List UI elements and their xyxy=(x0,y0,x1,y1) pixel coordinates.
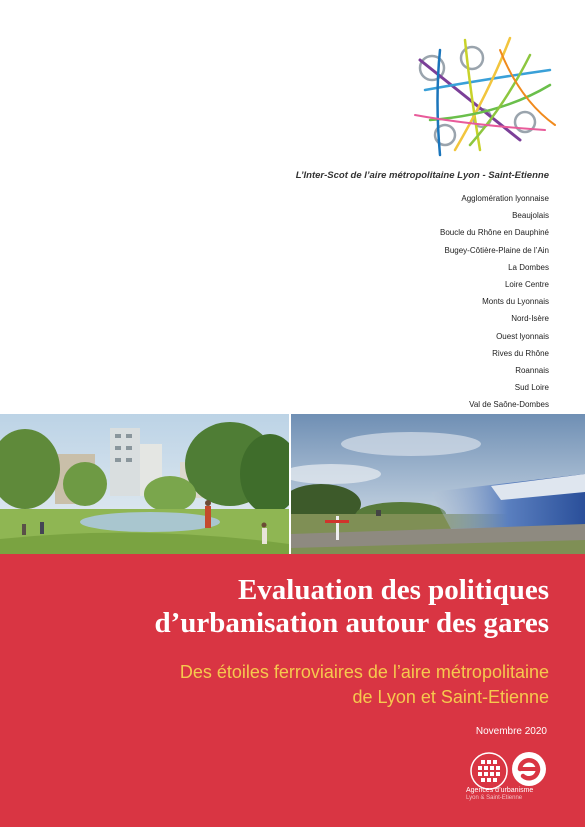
territory-item: Agglomération lyonnaise xyxy=(461,194,549,203)
agency-cube-logo-icon xyxy=(468,750,510,792)
title-banner xyxy=(0,554,585,827)
inter-scot-title: L’Inter-Scot de l’aire métropolitaine Lyon - Saint-Etienne xyxy=(295,170,549,181)
subtitle-line: Des étoiles ferroviaires de l’aire métropolitaine xyxy=(179,662,549,682)
territory-item: Roannais xyxy=(515,365,549,375)
inter-scot-logo xyxy=(410,30,560,160)
territory-item: Boucle du Rhône en Dauphiné xyxy=(440,228,549,238)
agency-subtitle: Lyon & Saint-Etienne xyxy=(466,795,523,801)
territory-item: Loire Centre xyxy=(504,279,549,289)
urban-park-photo xyxy=(0,414,289,554)
title-line: Evaluation des politiques xyxy=(237,574,549,606)
document-title xyxy=(154,574,549,640)
territory-item: Sud Loire xyxy=(514,383,549,393)
territory-item: Ouest lyonnais xyxy=(496,331,549,341)
territory-item: Rives du Rhône xyxy=(492,348,549,358)
publication-date: Novembre 2020 xyxy=(475,726,547,737)
territory-item: Beaujolais xyxy=(512,211,549,221)
territory-item: Monts du Lyonnais xyxy=(482,297,549,307)
territory-item: Nord-Isère xyxy=(511,314,549,324)
territory-list xyxy=(440,190,549,413)
agency-name: Agences d’urbanisme xyxy=(466,787,534,794)
document-subtitle xyxy=(180,660,549,710)
cover-photos xyxy=(0,414,585,554)
territory-item: Bugey-Côtière-Plaine de l’Ain xyxy=(444,245,549,255)
title-line: d’urbanisation autour des gares xyxy=(154,607,549,639)
territory-item: Val de Saône-Dombes xyxy=(469,400,549,410)
territory-item: La Dombes xyxy=(508,262,549,272)
e-logo-icon xyxy=(511,751,547,787)
subtitle-line: de Lyon et Saint-Etienne xyxy=(352,687,549,707)
train-photo xyxy=(291,414,585,554)
